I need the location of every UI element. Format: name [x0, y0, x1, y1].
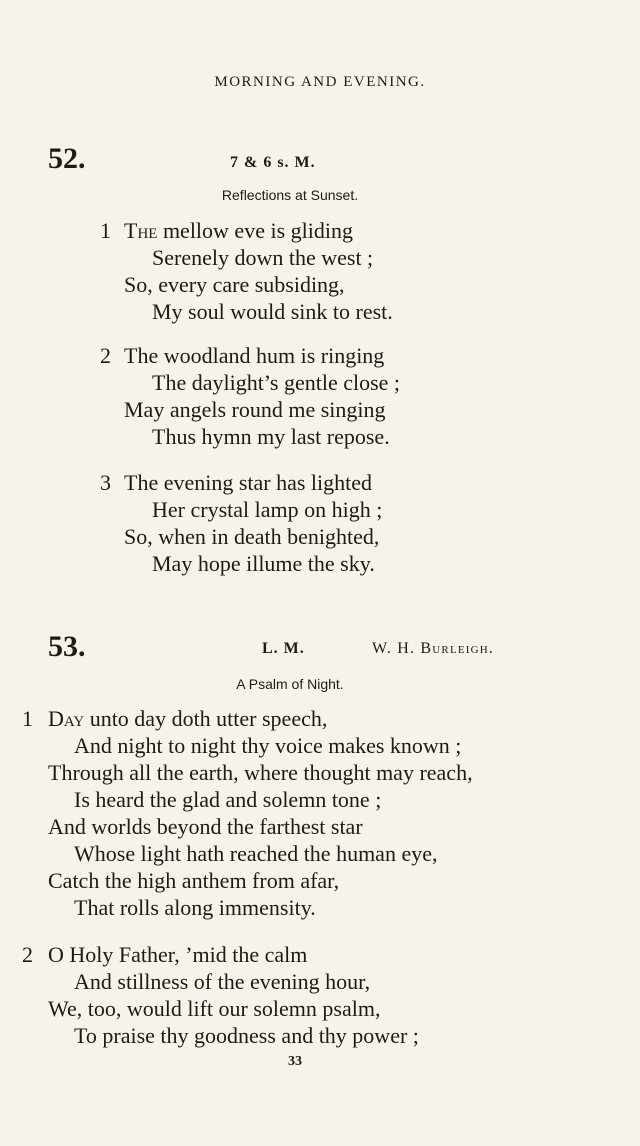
- verse-line: Is heard the glad and solemn tone ;: [74, 787, 382, 812]
- verse-number: 2: [100, 343, 111, 368]
- verse-line: So, when in death benighted,: [124, 524, 380, 549]
- verse-line: The daylight’s gentle close ;: [152, 370, 401, 395]
- verse-line: And stillness of the evening hour,: [74, 969, 371, 994]
- verse-line: The woodland hum is ringing: [124, 343, 385, 368]
- page-number: 33: [288, 1054, 302, 1069]
- verse-number: 1: [100, 218, 111, 243]
- hymn-52-subtitle: Reflections at Sunset.: [221, 187, 359, 203]
- running-head: MORNING AND EVENING.: [214, 74, 426, 90]
- verse-line: Whose light hath reached the human eye,: [74, 841, 438, 866]
- verse-line: Thus hymn my last repose.: [152, 424, 390, 449]
- verse-line: And night to night thy voice makes known ;: [74, 733, 462, 758]
- hymn-52-meter: 7 & 6 s. M.: [230, 154, 316, 171]
- verse-first-word: The: [124, 218, 158, 243]
- hymn-53-number: 53.: [48, 630, 86, 663]
- verse-line: My soul would sink to rest.: [152, 299, 393, 324]
- verse-line: The evening star has lighted: [124, 470, 373, 495]
- hymn-52-number: 52.: [48, 142, 86, 175]
- hymn-53-subtitle: A Psalm of Night.: [236, 676, 344, 692]
- verse-line: And worlds beyond the farthest star: [48, 814, 363, 839]
- hymn-53-author: W. H. Burleigh.: [372, 640, 495, 657]
- verse-line: May hope illume the sky.: [152, 551, 375, 576]
- verse-line-text: unto day doth utter speech,: [84, 706, 328, 731]
- verse-line: Through all the earth, where thought may reach,: [48, 760, 473, 785]
- verse-number: 2: [22, 942, 33, 967]
- verse-first-word: Day: [48, 706, 85, 731]
- verse-number: 3: [100, 470, 111, 495]
- verse-line: O Holy Father, ’mid the calm: [48, 942, 308, 967]
- verse-line: Her crystal lamp on high ;: [152, 497, 383, 522]
- verse-line: Serenely down the west ;: [152, 245, 374, 270]
- hymn-53-meter: L. M.: [262, 640, 305, 657]
- verse-number: 1: [22, 706, 33, 731]
- verse-line: [48, 706, 327, 732]
- verse-line: To praise thy goodness and thy power ;: [74, 1023, 419, 1048]
- verse-line: Catch the high anthem from afar,: [48, 868, 340, 893]
- verse-line: We, too, would lift our solemn psalm,: [48, 996, 381, 1021]
- verse-line: That rolls along immensity.: [74, 895, 316, 920]
- verse-line: [124, 218, 353, 244]
- verse-line: So, every care subsiding,: [124, 272, 345, 297]
- verse-line: May angels round me singing: [124, 397, 386, 422]
- verse-line-text: mellow eve is gliding: [157, 218, 353, 243]
